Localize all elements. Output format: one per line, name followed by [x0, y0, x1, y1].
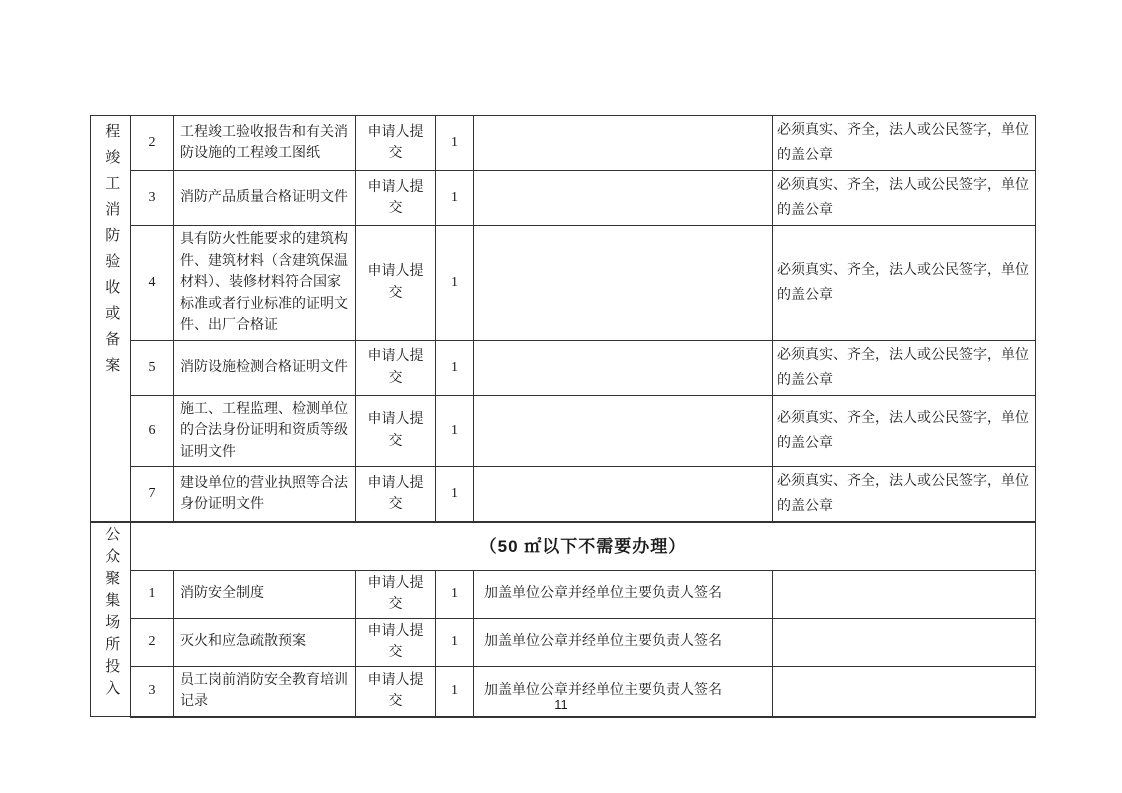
seq-cell: 3 — [131, 171, 174, 226]
note-a-cell — [474, 116, 773, 171]
note-a-cell — [474, 467, 773, 523]
seq-cell: 4 — [131, 226, 174, 341]
count-cell: 1 — [436, 171, 474, 226]
section-2-label: 公众聚集场所投入 — [103, 526, 120, 702]
method-cell: 申请人提交 — [356, 618, 436, 666]
seq-cell: 2 — [131, 618, 174, 666]
note-b-cell: 必须真实、齐全，法人或公民签字，单位的盖公章 — [773, 171, 1036, 226]
seq-cell: 7 — [131, 467, 174, 523]
note-a-cell: 加盖单位公章并经单位主要负责人签名 — [474, 570, 773, 618]
note-b-cell — [773, 618, 1036, 666]
count-cell: 1 — [436, 570, 474, 618]
item-cell: 具有防火性能要求的建筑构件、建筑材料（含建筑保温材料）、装修材料符合国家标准或者行业标准的证明文件、出厂合格证 — [174, 226, 356, 341]
note-b-cell: 必须真实、齐全，法人或公民签字，单位的盖公章 — [773, 395, 1036, 467]
item-cell: 员工岗前消防安全教育培训记录 — [174, 666, 356, 717]
item-cell: 建设单位的营业执照等合法身份证明文件 — [174, 467, 356, 523]
item-cell: 灭火和应急疏散预案 — [174, 618, 356, 666]
seq-cell: 5 — [131, 340, 174, 395]
note-b-cell: 必须真实、齐全，法人或公民签字，单位的盖公章 — [773, 116, 1036, 171]
method-cell: 申请人提交 — [356, 226, 436, 341]
method-cell: 申请人提交 — [356, 666, 436, 717]
note-b-cell: 必须真实、齐全，法人或公民签字，单位的盖公章 — [773, 340, 1036, 395]
seq-cell: 6 — [131, 395, 174, 467]
count-cell: 1 — [436, 618, 474, 666]
method-cell: 申请人提交 — [356, 340, 436, 395]
method-cell: 申请人提交 — [356, 570, 436, 618]
seq-cell: 3 — [131, 666, 174, 717]
count-cell: 1 — [436, 666, 474, 717]
note-a-cell: 加盖单位公章并经单位主要负责人签名 — [474, 618, 773, 666]
seq-cell: 1 — [131, 570, 174, 618]
item-cell: 消防设施检测合格证明文件 — [174, 340, 356, 395]
method-cell: 申请人提交 — [356, 467, 436, 523]
requirements-table — [90, 115, 1036, 718]
count-cell: 1 — [436, 395, 474, 467]
count-cell: 1 — [436, 467, 474, 523]
count-cell: 1 — [436, 116, 474, 171]
seq-cell: 2 — [131, 116, 174, 171]
section-1-label-cell — [91, 116, 131, 523]
method-cell: 申请人提交 — [356, 116, 436, 171]
note-a-cell: 加盖单位公章并经单位主要负责人签名 — [474, 666, 773, 717]
method-cell: 申请人提交 — [356, 395, 436, 467]
note-b-cell: 必须真实、齐全，法人或公民签字，单位的盖公章 — [773, 226, 1036, 341]
section-1-label: 程竣工消防验收或备案 — [103, 123, 120, 383]
method-cell: 申请人提交 — [356, 171, 436, 226]
item-cell: 消防产品质量合格证明文件 — [174, 171, 356, 226]
note-a-cell — [474, 171, 773, 226]
note-a-cell — [474, 395, 773, 467]
page-number: 11 — [554, 697, 568, 712]
section-2-banner: （50 ㎡以下不需要办理） — [131, 522, 1036, 570]
note-b-cell: 必须真实、齐全，法人或公民签字，单位的盖公章 — [773, 467, 1036, 523]
item-cell: 工程竣工验收报告和有关消防设施的工程竣工图纸 — [174, 116, 356, 171]
note-a-cell — [474, 340, 773, 395]
count-cell: 1 — [436, 340, 474, 395]
item-cell: 施工、工程监理、检测单位的合法身份证明和资质等级证明文件 — [174, 395, 356, 467]
note-b-cell — [773, 570, 1036, 618]
section-2-label-cell — [91, 522, 131, 717]
count-cell: 1 — [436, 226, 474, 341]
item-cell: 消防安全制度 — [174, 570, 356, 618]
note-a-cell — [474, 226, 773, 341]
